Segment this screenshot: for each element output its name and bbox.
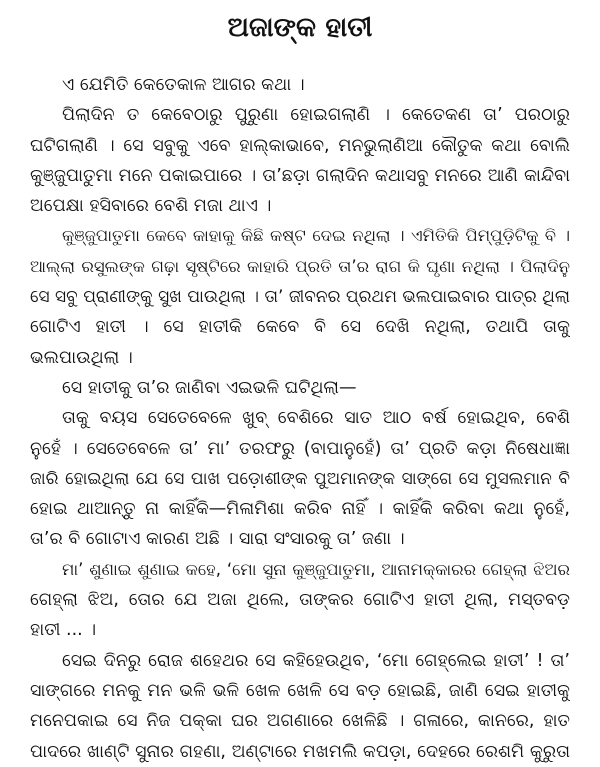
- text-line: ସାଙ୍ଗରେ ମନକୁ ମନ ଭଳି ଭଳି ଖେଳ ଖେଳି ସେ ବଡ଼ ହୋଇଛି, ଜାଣି ସେଇ ହାତୀକୁ: [30, 680, 570, 701]
- text-line: ତା’ର ବି ଗୋଟାଏ କାରଣ ଅଛି । ସାରା ସଂସାରକୁ ତା’ ଜଣା ।: [30, 529, 405, 550]
- text-line: ତାକୁ ବୟସ ସେତେବେଳେ ଖୁବ୍ ବେଶିରେ ସାତ ଆଠ ବର୍ଷ ହୋଇଥିବ, ବେଶି: [62, 408, 570, 429]
- text-line: ମା’ ଶୁଣାଇ ଶୁଣାଇ କହେ, ‘ମୋ ସୁନା କୁଞ୍ଜୁପାତୁମା, ଆନାମକ୍କାରର ଗେହ୍ଲା ଝିଅର: [62, 559, 570, 579]
- text-line: ସେ ସବୁ ପ୍ରାଣୀଙ୍କୁ ସୁଖ ପାଉଥିଲା । ତା’ ଜୀବନର ପ୍ରଥମ ଭଲପାଇବାର ପାତ୍ର ଥିଲା: [30, 287, 570, 308]
- text-line: ଏ ଯେମିତି କେତେକାଳ ଆଗର କଥା ।: [62, 75, 305, 95]
- text-line: ସେଇ ଦିନରୁ ରୋଜ ଶହେଥର ସେ କହିହେଉଥିବ, ‘ମୋ ଗେହ୍ଲେଇ ହାତୀ’ ! ତା’: [62, 650, 570, 671]
- text-line: ଘଟିଗଲାଣି । ସେ ସବୁକୁ ଏବେ ହାଲ୍‌କାଭାବେ, ମନଭୁଲାଣିଆ କୌତୁକ କଥା ବୋଲି: [30, 135, 570, 156]
- text-line: କୁଞ୍ଜୁପାତୁମା କେବେ କାହାକୁ କିଛି କଷ୍ଟ ଦେଇ ନଥିଲା । ଏମିତିକି ପିମ୍ପୁଡ଼ିଟିକୁ ବି ।: [62, 226, 570, 246]
- text-line: ମନେପକାଇ ସେ ନିଜ ପକ୍କା ଘର ଅଗଣାରେ ଖେଳିଛି । ଗଳାରେ, କାନରେ, ହାତ: [30, 711, 570, 732]
- text-line: ପିଲାଦିନ ତ କେବେଠାରୁ ପୁରୁଣା ହୋଇଗଲାଣି । କେତେକଣ ତା’ ପରଠାରୁ: [62, 105, 570, 126]
- text-line: ନୁହେଁ । ସେତେବେଳେ ତା’ ମା’ ତରଫରୁ (ବାପାନୁହେଁ) ତା’ ପ୍ରତି କଡ଼ା ନିଷେଧାଜ୍ଞା: [30, 438, 570, 459]
- text-line: ଜାରି ହୋଇଥିଲା ଯେ ସେ ପାଖ ପଡ଼ୋଶୀଙ୍କ ପୁଅମାନଙ୍କ ସାଙ୍ଗେ ସେ ମୁସଲମାନ ବି: [30, 468, 570, 489]
- text-line: ଗୋଟିଏ ହାତୀ । ସେ ହାତୀକି କେବେ ବି ସେ ଦେଖି ନଥିଲା, ତଥାପି ତାକୁ: [30, 317, 570, 338]
- text-line: ଆଲ୍ଲା ରସୁଲଙ୍କ ଗଢ଼ା ସୃଷ୍ଟିରେ କାହାରି ପ୍ରତି ତା’ର ରାଗ କି ଘୃଣା ନଥିଲା । ପିଲାଦିନୁ: [30, 256, 570, 276]
- text-line: ହୋଇ ଥାଆନ୍ତୁ ନା କାହିଁକି—ମିଳାମିଶା କରିବ ନାହିଁ । କାହିଁକି କରିବା କଥା ନୁହେଁ,: [30, 499, 570, 520]
- text-line: ସେ ହାତୀକୁ ତା’ର ଜାଣିବା ଏଇଭଳି ଘଟିଥିଲା—: [62, 377, 357, 398]
- text-line: ପାଦରେ ଖାଣ୍ଟି ସୁନାର ଗହଣା, ଅଣ୍ଟାରେ ମଖମଲି କପଡ଼ା, ଦେହରେ ରେଶମି କୁରୁତା: [30, 741, 570, 762]
- text-line: ଗେହ୍ଲା ଝିଅ, ତୋର ଯେ ଅଜା ଥିଲେ, ତାଙ୍କର ଗୋଟିଏ ହାତୀ ଥିଲା, ମସ୍ତବଡ଼: [30, 590, 570, 611]
- chapter-title: ଅଜାଙ୍କ ହାତୀ: [227, 12, 373, 43]
- text-line: ଭଲପାଉଥିଲା ।: [30, 347, 133, 368]
- text-line: ଅପେକ୍ଷା ହସିବାରେ ବେଶି ମଜା ଥାଏ ।: [30, 196, 272, 217]
- text-line: ହାତୀ ... ।: [30, 620, 97, 641]
- text-line: କୁଞ୍ଜୁପାତୁମା ମନେ ପକାଇପାରେ । ତା’ଛଡ଼ା ଗଲାଦିନ କଥାସବୁ ମନରେ ଆଣି କାନ୍ଦିବା: [30, 165, 570, 186]
